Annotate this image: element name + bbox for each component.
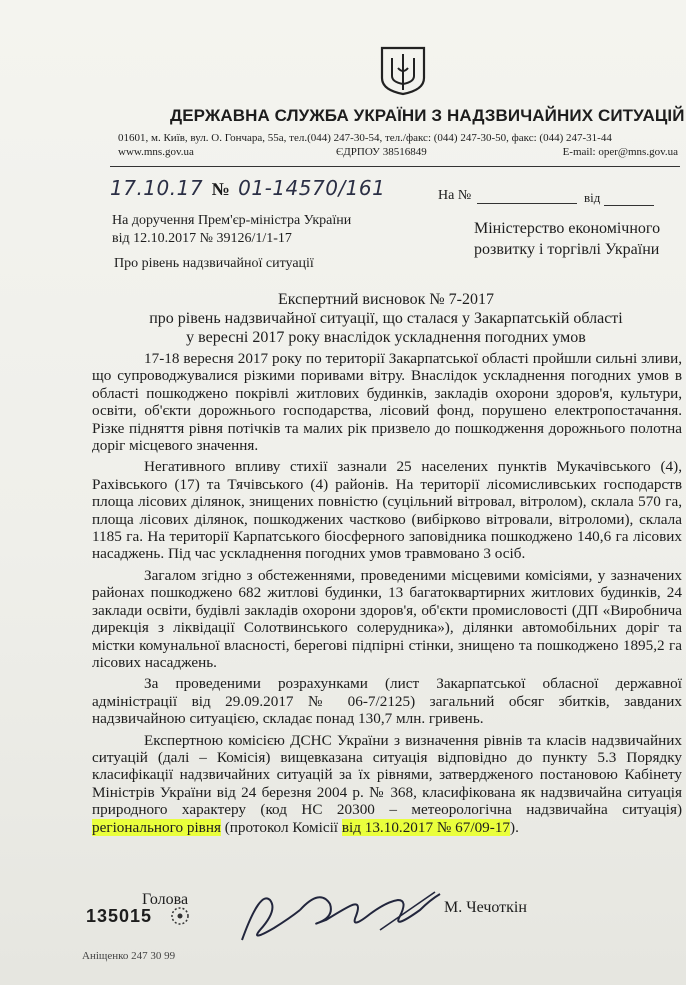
signer-name: М. Чечоткін [444,899,527,916]
reference-date-label: від [584,190,601,205]
trident-emblem-icon [378,44,428,96]
paragraph-3: Загалом згідно з обстеженнями, проведеними місцевими комісіями, у зазначених районах пошкоджено 682 житлові будинки, 13 багатоквартирних житлових будинків, 24 заклади освіти, будівлі закладів охорони здоров'я, об'єкти промисловості (ДП «Виробнича дирекція з ліквідації Солотвинського солерудника»), ділянки автомобільних доріг та містки комунальної власності, берегові підпірні стінки, знищено та пошкоджено 1895,2 га лісових насаджень. [92,566,682,671]
paragraph-5 [92,732,682,836]
header-divider [110,166,680,167]
paragraph-4: За проведеними розрахунками (лист Закарпатської обласної державної адміністрації від 29.09.2017 № 06-7/2125) загальний обсяг збитків, завданих надзвичайною ситуацією, складає понад 130,7 млн. гривень. [92,675,682,728]
instruction-block [112,212,351,248]
title-line-1: Експертний висновок № 7-2017 [278,291,494,308]
edrpou: ЄДРПОУ 38516849 [336,146,427,158]
paragraph-2: Негативного впливу стихії зазнали 25 населених пунктів Мукачівського (4), Рахівського (17) та Тячівського (4) районів. На території лісомисливських господарств площа лісових ділянок, знищених повністю (суцільний вітровал, вітролом), склала 570 га, площа лісових ділянок, пошкоджених частково (вибірково вітровали, вітроломи), склала 1185 га. На території Карпатського біосферного заповідника пошкоджено 140,6 га лісових насаджень. Під час ускладнення погодних умов травмовано 3 осіб. [92,458,682,563]
instruction-line-2: від 12.10.2017 № 39126/1/1-17 [112,231,292,246]
org-name: ДЕРЖАВНА СЛУЖБА УКРАЇНИ З НАДЗВИЧАЙНИХ СИТУАЦІЙ [170,106,685,125]
registration-number: 01-14570/161 [238,176,386,200]
document-title [96,290,676,347]
instruction-line-1: На доручення Прем'єр-міністра України [112,213,352,228]
registration-number-sign: № [211,179,230,199]
address: 01601, м. Київ, вул. О. Гончара, 55а, тел.(044) 247-30-54, тел./факс: (044) 247-30-50, факс: (044) 247-31-44 [118,132,612,144]
reference-date-blank [604,205,654,206]
handwritten-signature-icon [230,870,450,960]
recipient-line-2: розвитку і торгівлі України [474,241,660,258]
paragraph-5-main: Експертною комісією ДСНС України з визначення рівнів та класів надзвичайних ситуацій (далі – Комісія) вищевказана ситуація відповідно до пункту 5.3 Порядку класифікації надзвичайних ситуацій за їх рівнями, затвердженого постановою Кабінету Міністрів України від 24 березня 2004 р. № 368, класифікована як надзвичайна ситуація природного характеру (код НС 20300 – метеорологічна надзвичайна ситуація) [92,731,682,819]
recipient-block [474,218,660,260]
registration-date: 17.10.17 [110,176,204,200]
title-line-3: у вересні 2017 року внаслідок ускладнення погодних умов [186,329,586,346]
paragraph-1: 17-18 вересня 2017 року по території Закарпатської області пройшли сильні зливи, що супроводжувалися різкими поривами вітру. Внаслідок ускладнення погодних умов в області пошкоджено покрівлі житлових будинків, закладів охорони здоров'я, культури, освіти, об'єкти дорожнього господарства, лісовий фонд, порушено електропостачання. Різке підняття рівня потічків та малих рік призвело до пошкодження дорожнього полотна доріг місцевого значення. [92,350,682,455]
email: E-mail: oper@mns.gov.ua [562,146,678,158]
registration-line [110,176,385,200]
author-contact: Аніщенко 247 30 99 [82,950,176,962]
title-line-2: про рівень надзвичайної ситуації, що сталася у Закарпатській області [149,310,623,327]
signer-position: Голова [142,891,189,908]
recipient-line-1: Міністерство економічного [474,220,661,237]
paragraph-5-end: ). [510,818,519,836]
reference-blank [477,203,577,204]
reference-date-field [584,190,654,206]
subject: Про рівень надзвичайної ситуації [114,256,314,271]
highlight-protocol-date: від 13.10.2017 № 67/09-17 [341,818,511,836]
body-text [92,350,682,840]
stamp-circle-icon [170,906,190,926]
document-number-stamp: 135015 [86,906,153,926]
website: www.mns.gov.ua [118,146,194,158]
reference-label: На № [438,188,472,203]
reference-field [438,188,583,204]
address-block [118,131,678,158]
paragraph-5-protocol: (протокол Комісії [224,818,339,836]
highlight-regional-level: регіонального рівня [92,818,221,836]
